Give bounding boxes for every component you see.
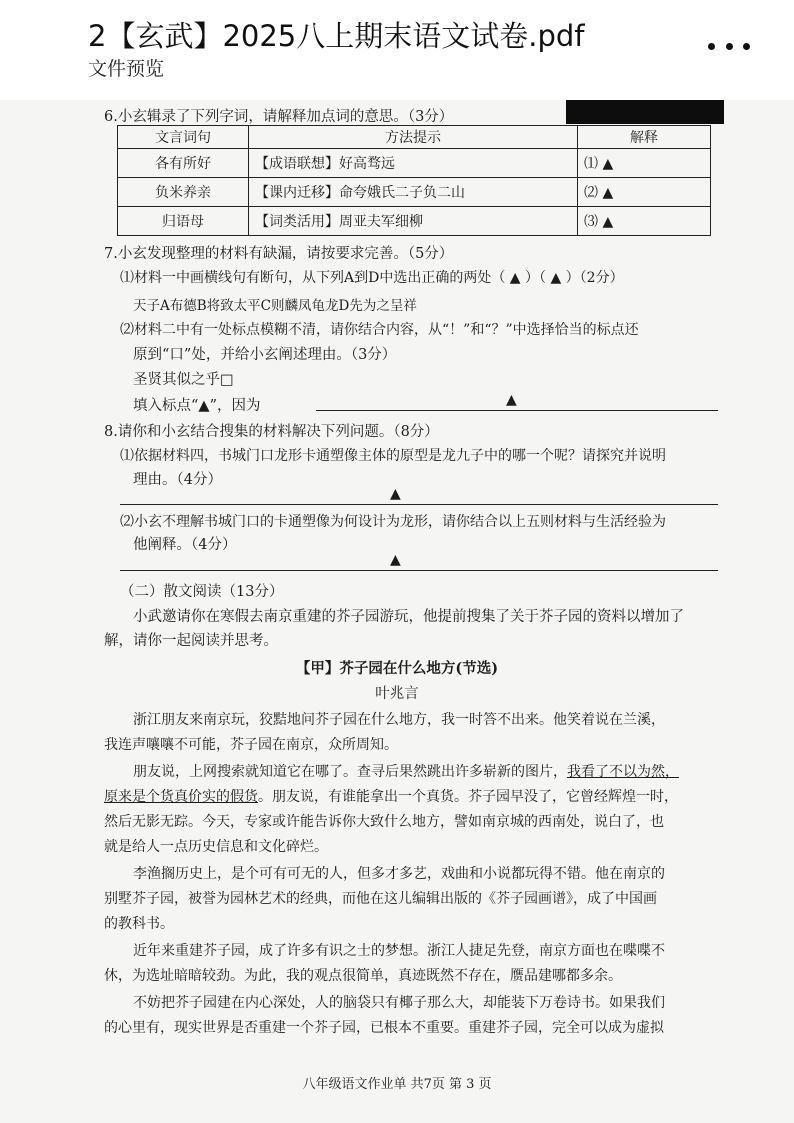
section2-intro-line2: 解，请你一起阅读并思考。 <box>104 633 278 649</box>
q8-part1-line1: ⑴依据材料四，书城门口龙形卡通塑像主体的原型是龙九子中的哪一个呢？请探究并说明 <box>120 448 666 464</box>
section2-heading: （二）散文阅读（13分） <box>120 584 284 600</box>
article-text: 。朋友说，有谁能拿出一个真货。芥子园早没了，它曾经辉煌一时， <box>258 789 678 805</box>
document-page <box>0 100 794 1123</box>
q7-stem: 7.小玄发现整理的材料有缺漏，请按要求完善。（5分） <box>104 246 454 262</box>
article-line: 就是给人一点历史信息和文化碎烂。 <box>104 839 328 855</box>
article-line: 我连声嚷嚷不可能，芥子园在南京，众所周知。 <box>104 737 398 753</box>
article-title: 【甲】芥子园在什么地方(节选) <box>295 660 499 677</box>
row-hint: 【课内迁移】命夸娥氏二子负二山 <box>249 178 578 207</box>
row-hint: 【词类活用】周亚夫军细柳 <box>249 207 578 236</box>
q7-part2-line1: ⑵材料二中有一处标点模糊不清，请你结合内容，从“！”和“？”中选择恰当的标点还 <box>120 322 639 338</box>
article-line: 的心里有，现实世界是否重建一个芥子园，已根本不重要。重建芥子园，完全可以成为虚拟 <box>104 1020 664 1036</box>
row-term: 各有所好 <box>118 149 249 178</box>
section2-intro-line1: 小武邀请你在寒假去南京重建的芥子园游玩，他提前搜集了关于芥子园的资料以增加了 <box>133 609 684 625</box>
table-row <box>118 207 711 236</box>
article-line: 近年来重建芥子园，成了许多有识之士的梦想。浙江人捷足先登，南京方面也在喋喋不 <box>133 943 665 959</box>
redaction-bar <box>566 100 724 124</box>
article-text: 朋友说，上网搜索就知道它在哪了。查寻后果然跳出许多崭新的图片， <box>133 764 567 780</box>
article-line <box>133 761 679 781</box>
row-term: 负米养亲 <box>118 178 249 207</box>
underlined-sentence: 原来是个货真价实的假货 <box>104 789 258 805</box>
q7-part2-line2: 原到“口”处，并给小玄阐述理由。（3分） <box>133 347 397 363</box>
q7-answer-line[interactable] <box>316 394 718 411</box>
file-title: 2【玄武】2025八上期末语文试卷.pdf <box>88 19 585 53</box>
article-line <box>104 786 678 806</box>
table-row <box>118 149 711 178</box>
q8-stem: 8.请你和小玄结合搜集的材料解决下列问题。（8分） <box>104 424 439 440</box>
q6-stem: 6.小玄辑录了下列字词，请解释加点词的意思。（3分） <box>104 109 454 125</box>
row-answer: ⑵ ▲ <box>578 178 711 207</box>
article-line: 休，为选址暗暗较劲。为此，我的观点很简单，真迹既然不存在，赝品建哪都多余。 <box>104 968 622 984</box>
answer-mark: ▲ <box>390 486 401 502</box>
vocab-table <box>117 125 711 236</box>
col-header-term: 文言词句 <box>118 126 249 149</box>
row-answer: ⑴ ▲ <box>578 149 711 178</box>
article-line: 不妨把芥子园建在内心深处，人的脑袋只有椰子那么大，却能装下万卷诗书。如果我们 <box>133 995 665 1011</box>
col-header-answer: 解释 <box>578 126 711 149</box>
row-term: 归语母 <box>118 207 249 236</box>
q7-fill-line <box>133 394 261 415</box>
row-hint: 【成语联想】好高骛远 <box>249 149 578 178</box>
q8-part2-line2: 他阐释。（4分） <box>133 537 237 553</box>
q8-part1-line2: 理由。（4分） <box>133 472 222 488</box>
article-author: 叶兆言 <box>375 686 419 702</box>
answer-mark: ▲ <box>390 552 401 568</box>
q7-part1: ⑴材料一中画横线句有断句，从下列A到D中选出正确的两处（ ▲ ）（ ▲ ）（2分） <box>120 270 624 286</box>
q7-part1-options: 天子A布德B将致太平C则麟凤龟龙D先为之呈祥 <box>133 298 417 314</box>
q8-part1-answer-line[interactable] <box>120 486 718 505</box>
q7-part2-sentence: 圣贤其似之乎□ <box>133 372 234 388</box>
article-line: 别墅芥子园，被誉为园林艺术的经典，而他在这儿编辑出版的《芥子园画谱》，成了中国画 <box>104 891 657 907</box>
article-line: 的教科书。 <box>104 916 174 932</box>
article-line: 浙江朋友来南京玩，狡黠地问芥子园在什么地方，我一时答不出来。他笑着说在兰溪， <box>133 712 665 728</box>
col-header-hint: 方法提示 <box>249 126 578 149</box>
row-answer: ⑶ ▲ <box>578 207 711 236</box>
file-preview-label: 文件预览 <box>88 58 165 80</box>
underlined-sentence: 我看了不以为然， <box>567 764 679 780</box>
fill-mid: ”，因为 <box>209 398 261 414</box>
fill-mark[interactable]: ▲ <box>198 398 210 414</box>
answer-mark: ▲ <box>506 392 517 408</box>
article-line: 李渔搁历史上，是个可有可无的人，但多才多艺，戏曲和小说都玩得不错。他在南京的 <box>133 866 665 882</box>
table-row <box>118 178 711 207</box>
fill-label: 填入标点“ <box>133 398 199 414</box>
article-line: 然后无影无踪。今天，专家或许能告诉你大致什么地方，譬如南京城的西南处，说白了，也 <box>104 814 664 830</box>
more-options-icon[interactable] <box>708 36 750 56</box>
table-header-row <box>118 126 711 149</box>
q8-part2-answer-line[interactable] <box>120 552 718 571</box>
app-header <box>0 0 794 100</box>
page-footer: 八年级语文作业单 共7页 第 3 页 <box>302 1077 492 1092</box>
q8-part2-line1: ⑵小玄不理解书城门口的卡通塑像为何设计为龙形，请你结合以上五则材料与生活经验为 <box>120 514 666 530</box>
